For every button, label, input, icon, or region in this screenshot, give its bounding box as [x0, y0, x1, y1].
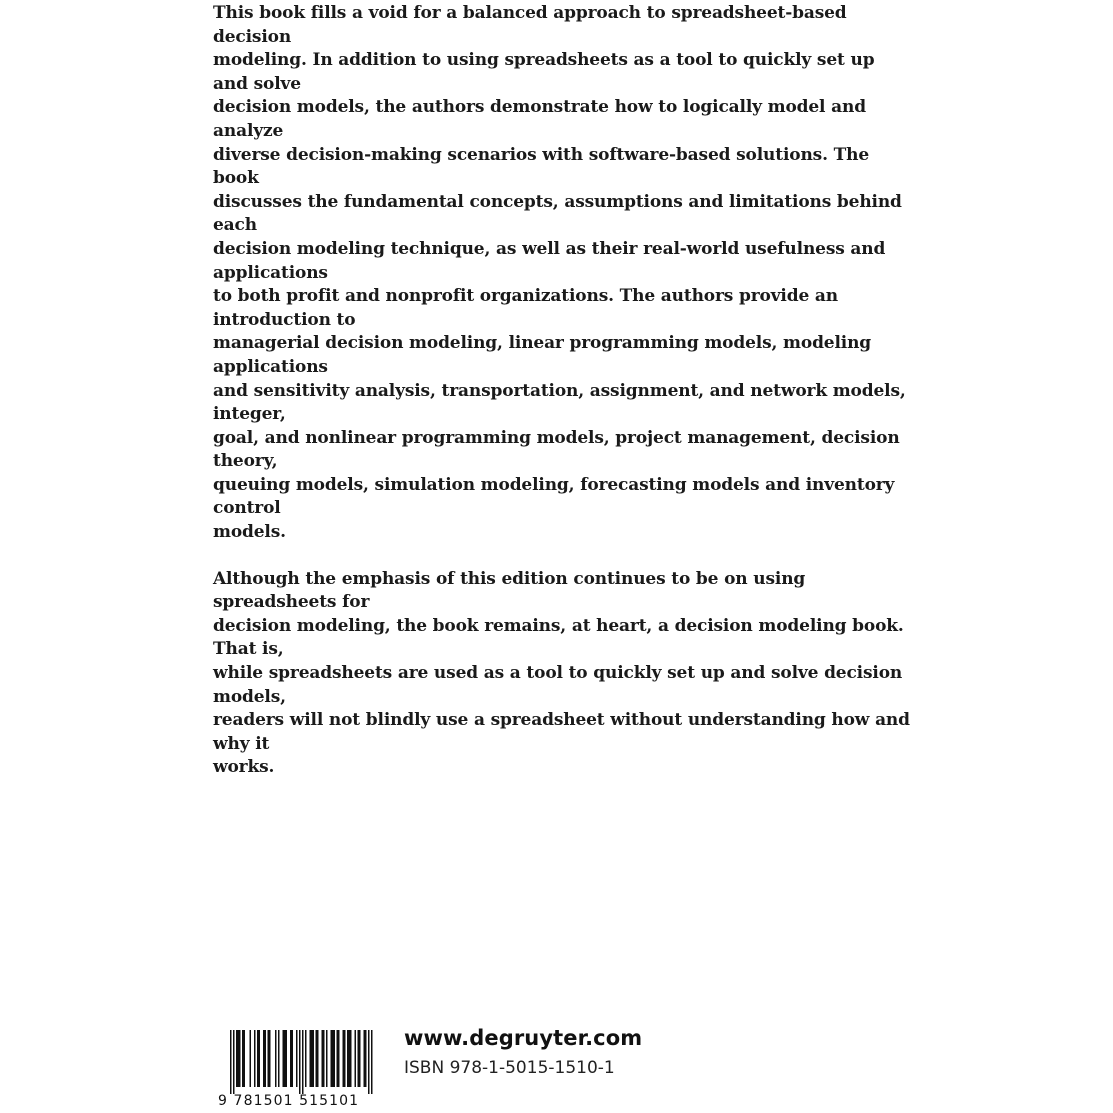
- barcode-bar: [268, 1030, 270, 1087]
- barcode-bar: [371, 1030, 373, 1094]
- back-cover-blurb: [213, 2, 913, 780]
- barcode-bar: [290, 1030, 292, 1087]
- barcode-bars: [218, 1030, 380, 1094]
- isbn-barcode: [218, 1030, 380, 1108]
- barcode-bar: [344, 1030, 346, 1087]
- barcode-bar: [358, 1030, 360, 1087]
- barcode-bar: [239, 1030, 241, 1087]
- barcode-bar: [305, 1030, 307, 1087]
- barcode-bar: [323, 1030, 325, 1087]
- barcode-bar: [233, 1030, 235, 1094]
- barcode-bar: [365, 1030, 367, 1087]
- barcode-bar: [292, 1030, 294, 1087]
- publisher-info: [404, 1026, 642, 1078]
- barcode-bar: [284, 1030, 286, 1087]
- publisher-website: www.degruyter.com: [404, 1026, 643, 1050]
- barcode-bar: [302, 1030, 304, 1094]
- barcode-bar: [296, 1030, 298, 1087]
- barcode-bar: [244, 1030, 246, 1087]
- barcode-bar: [355, 1030, 357, 1087]
- barcode-bar: [364, 1030, 366, 1087]
- barcode-bar: [313, 1030, 315, 1087]
- blurb-paragraph-1: This book fills a void for a balanced approach to spreadsheet-based decision modeling. In addition to using spreadsheets as a tool to quickly set up and solve decision models, the authors demonstrate how to logically model and analyze diverse decision-making scenarios with software-based solutions. The book discusses the fundamental concepts, assumptions and limitations behind each decision modeling technique, as well as their real-world usefulness and applications to both profit and nonprofit organizations. The authors provide an introduction to managerial decision modeling, linear programming models, modeling applications and sensitivity analysis, transportation, assignment, and network models, integer, goal, and nonlinear programming models, project management, decision theory, queuing models, simulation modeling, forecasting models and inventory control models.: [213, 3, 906, 543]
- blurb-paragraph-2: Although the emphasis of this edition continues to be on using spreadsheets for decision modeling, the book remains, at heart, a decision modeling book. That is, while spreadsheets are used as a tool to quickly set up and solve decision models, readers will not blindly use a spreadsheet without understanding how and why it works.: [213, 568, 910, 778]
- barcode-bar: [278, 1030, 280, 1087]
- barcode-bar: [310, 1030, 312, 1087]
- barcode-bar: [332, 1030, 334, 1087]
- barcode-bar: [338, 1030, 340, 1087]
- barcode-bar: [259, 1030, 261, 1087]
- barcode-digits: 9 781501 515101: [218, 1093, 360, 1109]
- barcode-bar: [343, 1030, 345, 1087]
- barcode-bar: [257, 1030, 259, 1087]
- barcode-bar: [299, 1030, 301, 1094]
- barcode-bar: [334, 1030, 336, 1087]
- barcode-bar: [347, 1030, 349, 1087]
- barcode-bar: [230, 1030, 232, 1094]
- barcode-bar: [263, 1030, 265, 1087]
- barcode-bar: [283, 1030, 285, 1087]
- barcode-bar: [269, 1030, 271, 1087]
- barcode-bar: [311, 1030, 313, 1087]
- barcode-bar: [265, 1030, 267, 1087]
- barcode-bar: [238, 1030, 240, 1087]
- barcode-bar: [275, 1030, 277, 1087]
- barcode-bar: [350, 1030, 352, 1087]
- barcode-bar: [349, 1030, 351, 1087]
- barcode-bar: [322, 1030, 324, 1087]
- barcode-bar: [286, 1030, 288, 1087]
- barcode-bar: [337, 1030, 339, 1087]
- barcode-bar: [317, 1030, 319, 1087]
- isbn-number: ISBN 978-1-5015-1510-1: [404, 1058, 615, 1078]
- barcode-bar: [242, 1030, 244, 1087]
- barcode-bar: [250, 1030, 252, 1087]
- barcode-bar: [368, 1030, 370, 1094]
- barcode-bar: [326, 1030, 328, 1087]
- barcode-bar: [236, 1030, 238, 1087]
- barcode-bar: [254, 1030, 256, 1087]
- barcode-bar: [359, 1030, 361, 1087]
- barcode-bar: [316, 1030, 318, 1087]
- barcode-bar: [331, 1030, 333, 1087]
